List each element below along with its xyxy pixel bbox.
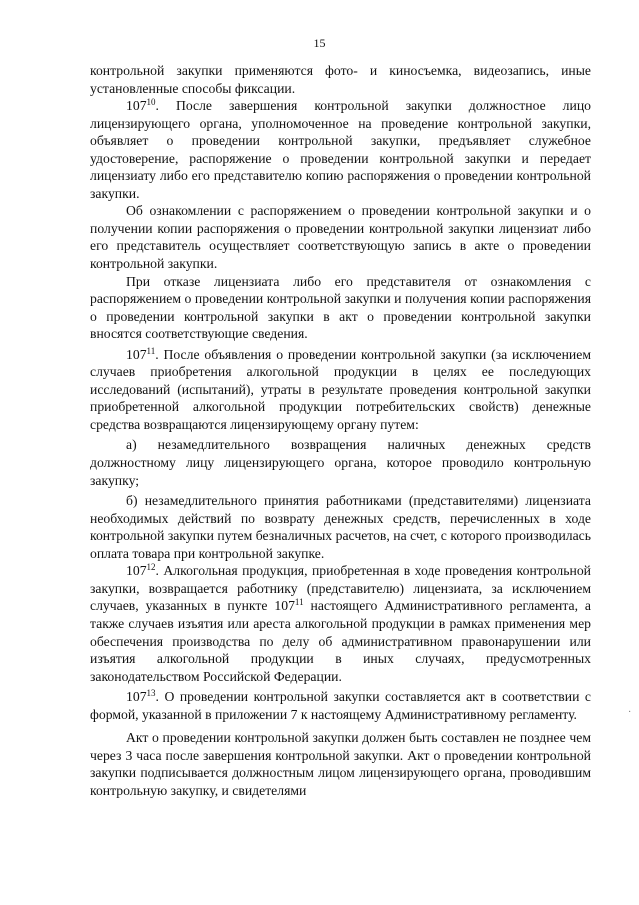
- paragraph-refusal: При отказе лицензиата либо его представителя от ознакомления с распоряжением о проведении контрольной закупки и получения копии распоряжения о проведении контрольной закупки в акт о проведении контрольной закупки вносятся соответствующие сведения.: [90, 273, 591, 342]
- list-item-a: а) незамедлительного возвращения наличных денежных средств должностному лицу лицензирующего органа, которое проводило контрольную закупку;: [90, 437, 591, 488]
- paragraph-text: . После объявления о проведении контрольной закупки (за исключением случаев приобретения алкогольной продукции в целях ее последующих исследований (испытаний), утраты в результате проведения контрольной закупки приобретенной алкогольной продукции потребительских свойств) денежные средства возвращаются лицензирующему органу путем:: [90, 346, 591, 432]
- paragraph-act-signing: Акт о проведении контрольной закупки должен быть составлен не позднее чем через 3 часа после завершения контрольной закупки. Акт о проведении контрольной закупки подписывается должностным лицом лицензирующего органа, проводившим контрольную закупку, и свидетелями: [90, 730, 591, 798]
- clause-superscript: 11: [146, 345, 156, 356]
- paragraph-107-13: [90, 688, 591, 723]
- list-item-b: б) незамедлительного принятия работниками (представителями) лицензиата необходимых действий по возврату денежных средств, перечисленных в ходе контрольной закупки путем безналичных расчетов, на счет, с которого производилась оплата товара при контрольной закупке.: [90, 493, 591, 561]
- clause-number: 107: [126, 563, 147, 579]
- paragraph-continuation: контрольной закупки применяются фото- и киносъемка, видеозапись, иные установленные способы фиксации.: [90, 63, 591, 96]
- paragraph-text: . О проведении контрольной закупки составляется акт в соответствии с формой, указанной в приложении 7 к настоящему Административному регламенту.: [90, 689, 591, 722]
- reference-superscript: 11: [294, 597, 304, 608]
- paragraph-acknowledgement: Об ознакомлении с распоряжением о проведении контрольной закупки и о получении копии распоряжения о проведении контрольной закупки лицензиат либо его представитель осуществляет соответствующую запись в акте о проведении контрольной закупки.: [90, 203, 591, 272]
- clause-number: 107: [126, 98, 147, 114]
- clause-superscript: 10: [146, 97, 156, 108]
- clause-number: 107: [126, 346, 147, 362]
- clause-superscript: 12: [146, 562, 156, 573]
- page-number: 15: [313, 36, 326, 50]
- paragraph-107-11: [90, 346, 591, 434]
- clause-superscript: 13: [146, 688, 156, 699]
- clause-number: 107: [126, 689, 147, 705]
- paragraph-107-12: [90, 562, 591, 685]
- paragraph-text: настоящего Административного регламента, а также случаев изъятия или ареста алкогольной продукции в рамках применения мер обеспечения производства по делу об административном правонарушении или изъятия алкогольной продукции в иных случаях, предусмотренных законодательством Российской Федерации.: [90, 598, 591, 684]
- document-body: [90, 62, 591, 799]
- paragraph-text: . Алкогольная продукция, приобретенная в ходе проведения контрольной закупки, возвращается работнику (представителю) лицензиата, за исключением случаев, указанных в пункте: [90, 563, 591, 614]
- paragraph-text: . После завершения контрольной закупки должностное лицо лицензирующего органа, уполномоченное на проведение контрольной закупки, объявляет о проведении контрольной закупки, предъявляет служебное удостоверение, распоряжение о проведении контрольной закупки и передает лицензиату либо его представителю копию распоряжения о проведении контрольной закупки.: [90, 98, 591, 201]
- reference-number: 107: [274, 598, 295, 614]
- paragraph-107-10: [90, 97, 591, 202]
- scan-mark: ·: [628, 707, 632, 718]
